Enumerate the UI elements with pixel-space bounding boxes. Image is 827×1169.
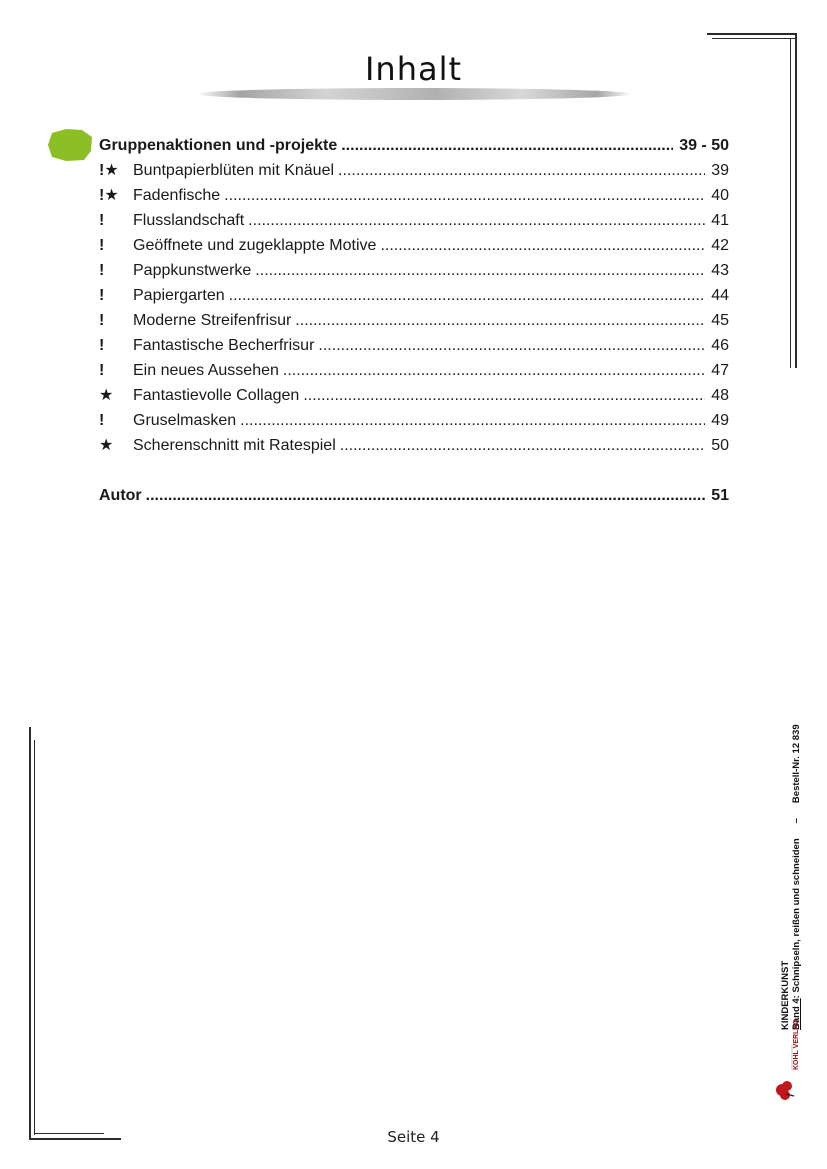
toc-leader-dots <box>224 183 705 208</box>
toc-section-pages: 39 - 50 <box>679 137 729 154</box>
toc-entry[interactable] <box>99 383 729 408</box>
toc-entry-page: 39 <box>711 162 729 179</box>
frame-top-right-h <box>707 33 796 35</box>
table-of-contents <box>99 133 729 508</box>
toc-leader-dots <box>229 283 706 308</box>
toc-author-page: 51 <box>711 487 729 504</box>
toc-spacer <box>99 458 729 483</box>
toc-entry-label: Gruselmasken <box>133 412 237 429</box>
toc-entry[interactable] <box>99 158 729 183</box>
toc-leader-dots <box>380 233 705 258</box>
toc-entry-mark: ! <box>99 237 105 254</box>
toc-entry[interactable] <box>99 233 729 258</box>
toc-leader-dots <box>283 358 705 383</box>
toc-entry-page: 50 <box>711 437 729 454</box>
toc-entry[interactable] <box>99 408 729 433</box>
toc-entry-label: Geöffnete und zugeklappte Motive <box>133 237 377 254</box>
toc-leader-dots <box>248 208 705 233</box>
brush-stroke-decoration <box>196 88 632 100</box>
sidebar-order-number: Bestell-Nr. 12 839 <box>791 724 802 804</box>
sidebar-series: KINDERKUNST <box>780 960 791 1030</box>
toc-leader-dots <box>295 308 705 333</box>
toc-section-label: Gruppenaktionen und -projekte <box>99 137 338 154</box>
green-blob-icon <box>46 127 94 163</box>
toc-entry-page: 47 <box>711 362 729 379</box>
frame-left-v <box>29 727 31 1140</box>
toc-entry-label: Flusslandschaft <box>133 212 245 229</box>
toc-entry-page: 49 <box>711 412 729 429</box>
sidebar-separator: – <box>791 818 802 824</box>
toc-entry-label: Papiergarten <box>133 287 225 304</box>
sidebar-subtitle: : Schnipseln, reißen und schneiden <box>791 838 802 999</box>
page-title: Inhalt <box>364 50 463 88</box>
publisher-name: KOHL VERLAG <box>793 1019 800 1070</box>
frame-top-right-h2 <box>712 38 796 39</box>
toc-entry-mark: ! <box>99 312 105 329</box>
toc-entry-mark: ! <box>99 287 105 304</box>
toc-entry-page: 44 <box>711 287 729 304</box>
toc-leader-dots <box>240 408 705 433</box>
toc-entry-label: Ein neues Aussehen <box>133 362 279 379</box>
toc-entry-label: Fantastievolle Collagen <box>133 387 300 404</box>
toc-entry-mark: ★ <box>99 387 114 404</box>
toc-entry-mark: ! <box>99 262 105 279</box>
sidebar-volume: Band 4 <box>791 998 802 1030</box>
toc-entry[interactable] <box>99 183 729 208</box>
toc-entry-mark: ! <box>99 212 105 229</box>
toc-leader-dots <box>340 433 705 458</box>
toc-leader-dots <box>255 258 705 283</box>
toc-leader-dots <box>318 333 705 358</box>
toc-entry-label: Buntpapierblüten mit Knäuel <box>133 162 335 179</box>
toc-entry-mark: ★ <box>99 437 114 454</box>
toc-entry-page: 41 <box>711 212 729 229</box>
toc-entry-label: Scherenschnitt mit Ratespiel <box>133 437 336 454</box>
toc-leader-dots <box>146 483 706 508</box>
toc-entry[interactable] <box>99 358 729 383</box>
toc-leader-dots <box>341 133 673 158</box>
toc-entry-mark: ! <box>99 337 105 354</box>
sidebar-title-line <box>791 724 802 1030</box>
toc-entry-page: 40 <box>711 187 729 204</box>
toc-entry-label: Pappkunstwerke <box>133 262 252 279</box>
toc-entry-mark: !★ <box>99 162 119 179</box>
toc-entry[interactable] <box>99 308 729 333</box>
page-number: Seite 4 <box>387 1128 440 1146</box>
toc-entry-page: 43 <box>711 262 729 279</box>
sidebar-publication-info <box>780 724 802 1030</box>
toc-entry[interactable] <box>99 333 729 358</box>
toc-author-row[interactable] <box>99 483 729 508</box>
toc-entry-mark: ! <box>99 362 105 379</box>
toc-entry[interactable] <box>99 433 729 458</box>
toc-entry-label: Fadenfische <box>133 187 221 204</box>
toc-entry-label: Fantastische Becherfrisur <box>133 337 315 354</box>
toc-entry-page: 45 <box>711 312 729 329</box>
toc-entry-page: 48 <box>711 387 729 404</box>
toc-author-label: Autor <box>99 487 142 504</box>
toc-section-row[interactable] <box>99 133 729 158</box>
toc-entry-mark: !★ <box>99 187 119 204</box>
toc-leader-dots <box>303 383 705 408</box>
toc-leader-dots <box>338 158 705 183</box>
toc-entry[interactable] <box>99 283 729 308</box>
toc-entry[interactable] <box>99 208 729 233</box>
toc-entry-label: Moderne Streifenfrisur <box>133 312 292 329</box>
toc-entry-page: 46 <box>711 337 729 354</box>
toc-entry-mark: ! <box>99 412 105 429</box>
frame-left-v2 <box>34 740 35 1135</box>
toc-entry[interactable] <box>99 258 729 283</box>
toc-entry-page: 42 <box>711 237 729 254</box>
